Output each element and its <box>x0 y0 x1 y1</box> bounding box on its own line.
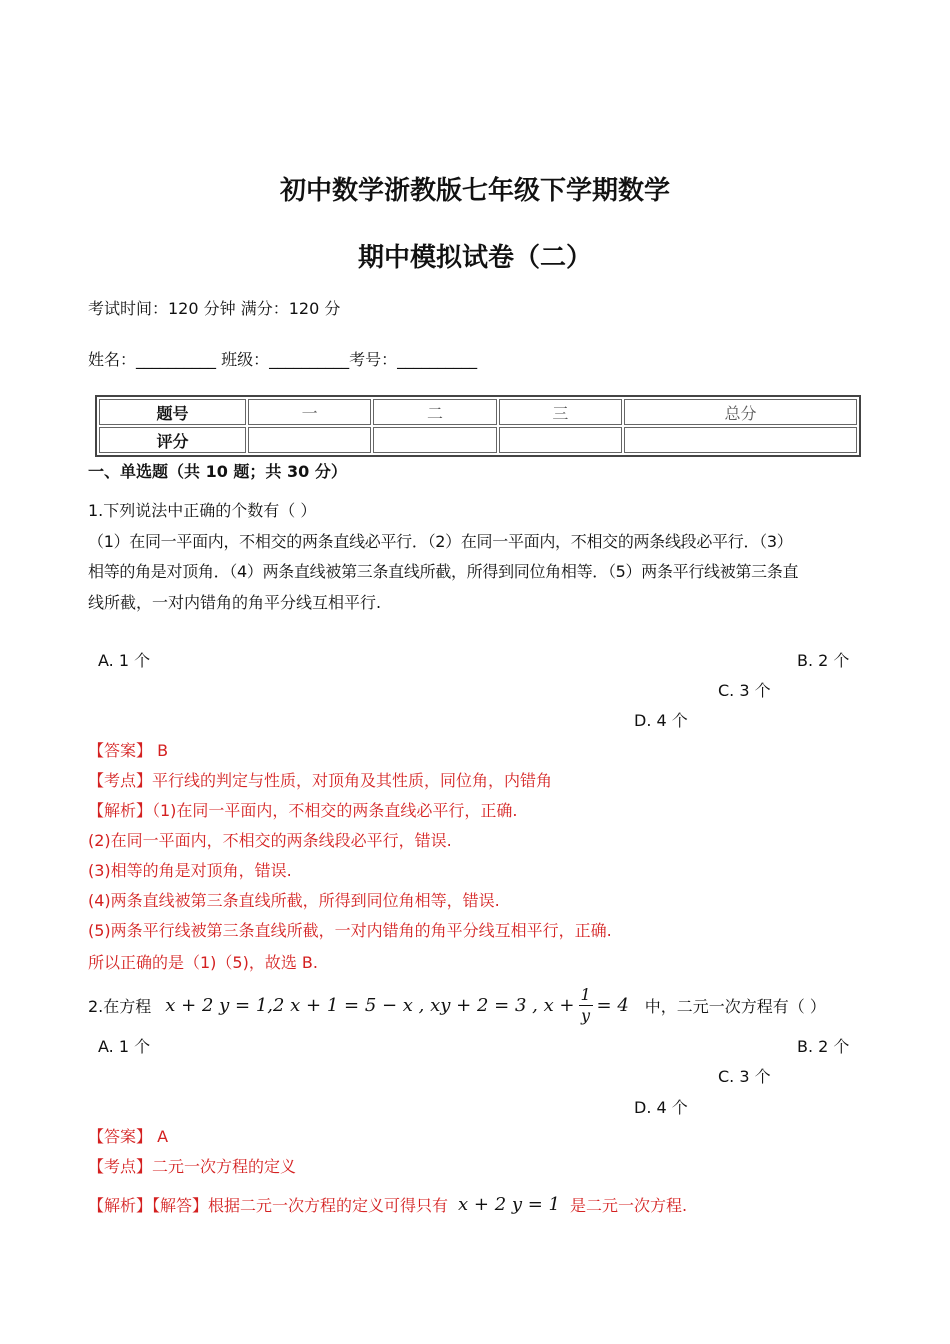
page-title-line1: 初中数学浙教版七年级下学期数学 <box>279 176 670 206</box>
question-1-text: 线所截，一对内错角的角平分线互相平行. <box>88 593 382 612</box>
section-heading: 一、单选题（共 10 题；共 30 分） <box>88 462 347 481</box>
question-2-equations: x + 2 y = 1,2 x + 1 = 5 − x , xy + 2 = 3 , x + <box>165 994 575 1016</box>
score-input-cell <box>248 427 371 453</box>
option-a: A. 1 个 <box>98 651 151 670</box>
question-1-text: （1）在同一平面内，不相交的两条直线必平行．（2）在同一平面内，不相交的两条线段必平行．（3） <box>88 532 793 551</box>
jiexi-suffix: 是二元一次方程. <box>570 1196 688 1215</box>
score-table-header-row <box>99 399 857 425</box>
jiexi-line <box>88 1193 687 1216</box>
question-2-prefix: 2.在方程 <box>88 996 152 1016</box>
question-2-stem <box>88 982 826 1028</box>
question-1-text: 相等的角是对顶角．（4）两条直线被第三条直线所截，所得到同位角相等．（5）两条平行线被第三条直 <box>88 562 799 581</box>
jiexi-line: 【解析】（1)在同一平面内，不相交的两条直线必平行，正确. <box>88 801 518 820</box>
option-d: D. 4 个 <box>634 1098 688 1117</box>
option-b: B. 2 个 <box>797 1037 850 1056</box>
exam-info: 考试时间：120 分钟 满分：120 分 <box>88 299 341 318</box>
fraction-numerator: 1 <box>580 984 591 1004</box>
score-cell: 一 <box>248 399 371 425</box>
score-input-cell <box>499 427 622 453</box>
answer: 【答案】 B <box>88 741 169 760</box>
option-a: A. 1 个 <box>98 1037 151 1056</box>
score-table <box>95 395 861 457</box>
student-info: 姓名：__________ 班级：__________考号：__________ <box>88 350 478 369</box>
option-c: C. 3 个 <box>718 1067 771 1086</box>
jiexi-equation: x + 2 y = 1 <box>458 1194 561 1215</box>
jiexi-line: 所以正确的是（1)（5)，故选 B. <box>88 953 318 972</box>
score-cell: 总分 <box>624 399 857 425</box>
kaodian: 【考点】二元一次方程的定义 <box>88 1157 297 1176</box>
question-2-suffix: 中，二元一次方程有（ ） <box>644 996 826 1016</box>
fraction-denominator: y <box>579 1005 593 1026</box>
jiexi-line: (4)两条直线被第三条直线所截，所得到同位角相等，错误. <box>88 891 500 910</box>
score-input-cell <box>373 427 496 453</box>
jiexi-prefix: 【解析】【解答】根据二元一次方程的定义可得只有 <box>88 1196 449 1215</box>
fraction-tail: = 4 <box>596 994 629 1016</box>
score-cell: 二 <box>373 399 496 425</box>
jiexi-line: (3)相等的角是对顶角，错误. <box>88 861 292 880</box>
jiexi-line: (5)两条平行线被第三条直线所截，一对内错角的角平分线互相平行，正确. <box>88 921 612 940</box>
question-1-stem: 1.下列说法中正确的个数有（ ） <box>88 501 317 520</box>
score-cell: 三 <box>499 399 622 425</box>
kaodian: 【考点】平行线的判定与性质，对顶角及其性质，同位角，内错角 <box>88 771 553 790</box>
answer: 【答案】 A <box>88 1127 169 1146</box>
page-title-line2: 期中模拟试卷（二） <box>357 243 592 273</box>
jiexi-line: (2)在同一平面内，不相交的两条线段必平行，错误. <box>88 831 452 850</box>
option-d: D. 4 个 <box>634 711 688 730</box>
fraction <box>579 985 593 1026</box>
option-b: B. 2 个 <box>797 651 850 670</box>
score-table-score-row <box>99 427 857 453</box>
score-cell: 评分 <box>99 427 246 453</box>
option-c: C. 3 个 <box>718 681 771 700</box>
score-cell: 题号 <box>99 399 246 425</box>
score-input-cell <box>624 427 857 453</box>
